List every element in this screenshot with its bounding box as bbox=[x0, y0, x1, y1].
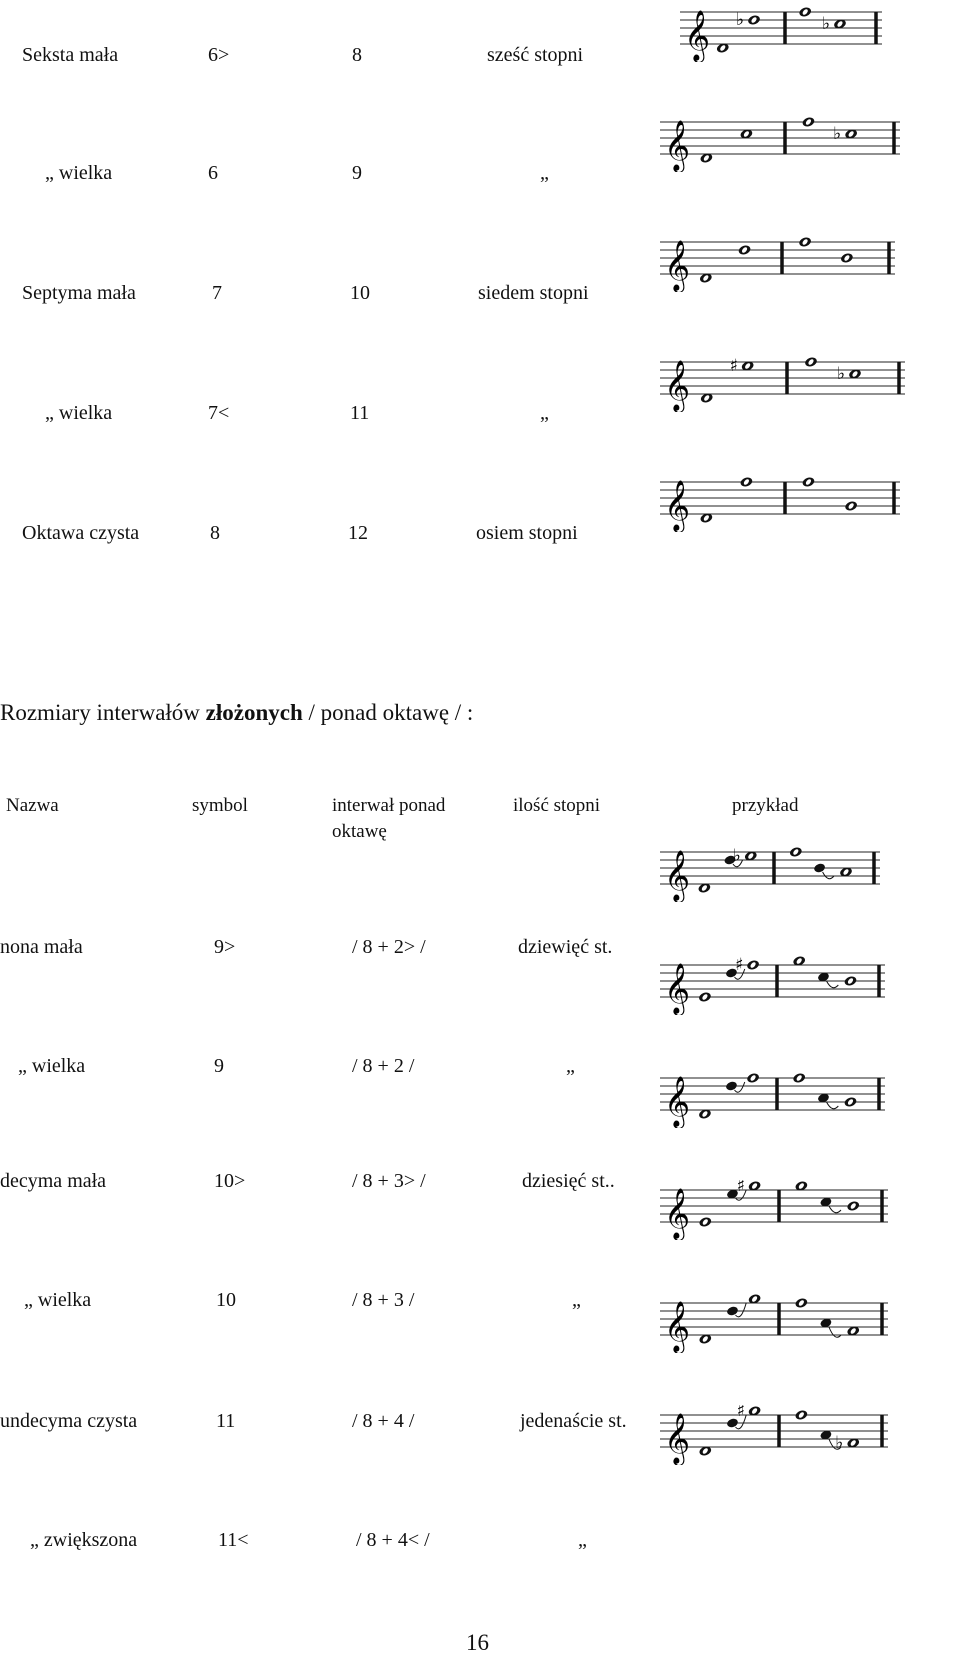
treble-clef-icon bbox=[664, 480, 690, 532]
row-symbol: 7 bbox=[212, 282, 222, 304]
staff-svg bbox=[660, 1180, 888, 1240]
row-steps: siedem stopni bbox=[478, 282, 589, 304]
page-number: 16 bbox=[466, 1630, 489, 1655]
row-steps: „ bbox=[540, 402, 549, 424]
row-semitones: 9 bbox=[352, 162, 362, 184]
whole-note bbox=[798, 236, 812, 248]
slur-line bbox=[829, 1327, 841, 1337]
flat-icon: ♭ bbox=[821, 14, 831, 34]
whole-note bbox=[801, 116, 815, 128]
row-formula: / 8 + 4 / bbox=[352, 1410, 415, 1432]
svg-text:𝄞: 𝄞 bbox=[664, 850, 691, 901]
row-semitones: 12 bbox=[348, 522, 368, 544]
row-semitones: 10 bbox=[350, 282, 370, 304]
row-formula: / 8 + 2 / bbox=[352, 1055, 415, 1077]
staff-example bbox=[660, 842, 880, 902]
row-symbol: 7< bbox=[208, 402, 230, 424]
whole-note bbox=[822, 14, 847, 34]
whole-note bbox=[794, 1297, 808, 1309]
whole-note bbox=[794, 1409, 808, 1421]
whole-note bbox=[698, 1216, 712, 1228]
heading-bold: złożonych bbox=[205, 700, 303, 725]
row-steps: dziesięć st.. bbox=[522, 1170, 615, 1192]
flat-icon: ♭ bbox=[736, 10, 745, 30]
staff-example bbox=[680, 2, 882, 62]
staff-example bbox=[660, 232, 895, 292]
row-steps: „ bbox=[566, 1055, 575, 1077]
svg-text:𝄞: 𝄞 bbox=[664, 480, 691, 531]
row-name: Oktawa czysta bbox=[22, 522, 140, 544]
flat-icon: ♭ bbox=[732, 846, 741, 866]
treble-clef-icon bbox=[664, 360, 690, 412]
svg-text:𝄞: 𝄞 bbox=[664, 1188, 691, 1239]
whole-note bbox=[798, 6, 812, 18]
header-steps: ilość stopni bbox=[513, 795, 601, 816]
row-name: „ wielka bbox=[18, 1055, 86, 1077]
whole-note bbox=[833, 124, 858, 144]
whole-note bbox=[837, 364, 862, 384]
staff-svg bbox=[680, 2, 882, 62]
row-steps: osiem stopni bbox=[476, 522, 578, 544]
svg-text:𝄞: 𝄞 bbox=[664, 963, 691, 1014]
grace-note bbox=[726, 1305, 739, 1316]
staff-example bbox=[660, 112, 900, 172]
staff-svg bbox=[660, 112, 900, 172]
whole-note bbox=[739, 476, 753, 488]
sharp-icon: ♯ bbox=[736, 1180, 745, 1196]
flat-icon: ♭ bbox=[835, 1433, 844, 1453]
grace-note bbox=[725, 1080, 738, 1091]
slur-line bbox=[827, 1102, 839, 1109]
treble-clef-icon bbox=[664, 240, 690, 292]
slur-line bbox=[829, 1206, 841, 1213]
row-name: „ wielka bbox=[24, 1289, 92, 1311]
row-name: Seksta mała bbox=[22, 44, 119, 66]
whole-note bbox=[843, 975, 857, 987]
whole-note bbox=[835, 1433, 860, 1453]
sharp-icon: ♯ bbox=[729, 356, 738, 376]
staff-example bbox=[660, 1068, 885, 1128]
whole-note bbox=[792, 1072, 806, 1084]
row-formula: / 8 + 2> / bbox=[352, 936, 426, 958]
slur-line bbox=[823, 872, 834, 879]
flat-icon: ♭ bbox=[837, 364, 846, 384]
whole-note bbox=[846, 1200, 860, 1212]
whole-note bbox=[840, 252, 854, 264]
row-steps: „ bbox=[572, 1289, 581, 1311]
staff-svg bbox=[660, 472, 900, 532]
row-name: Septyma mała bbox=[22, 282, 136, 304]
svg-text:𝄞: 𝄞 bbox=[684, 10, 711, 61]
grace-note bbox=[813, 862, 826, 873]
staff-example bbox=[660, 352, 905, 412]
heading-text: Rozmiary interwałów bbox=[0, 700, 206, 725]
staff-svg bbox=[660, 842, 880, 902]
row-name: nona mała bbox=[0, 936, 83, 958]
whole-note bbox=[737, 1180, 762, 1196]
staff-example bbox=[660, 955, 885, 1015]
treble-clef-icon bbox=[664, 120, 690, 172]
whole-note bbox=[789, 846, 803, 858]
row-symbol: 10 bbox=[216, 1289, 236, 1311]
whole-note bbox=[746, 1072, 760, 1084]
staff-example bbox=[660, 1180, 888, 1240]
row-name: „ wielka bbox=[45, 162, 113, 184]
row-symbol: 8 bbox=[210, 522, 220, 544]
staff-svg bbox=[660, 232, 895, 292]
staff-svg bbox=[660, 955, 885, 1015]
row-steps: „ bbox=[540, 162, 549, 184]
treble-clef-icon bbox=[664, 1188, 690, 1240]
row-symbol: 9> bbox=[214, 936, 236, 958]
svg-text:𝄞: 𝄞 bbox=[664, 1301, 691, 1352]
row-semitones: 8 bbox=[352, 44, 362, 66]
row-steps: dziewięć st. bbox=[518, 936, 613, 958]
svg-text:𝄞: 𝄞 bbox=[664, 360, 691, 411]
staff-svg bbox=[660, 1405, 888, 1465]
staff-svg bbox=[660, 1068, 885, 1128]
whole-note bbox=[698, 991, 712, 1003]
treble-clef-icon bbox=[684, 10, 710, 62]
sharp-icon: ♯ bbox=[736, 1405, 745, 1421]
whole-note bbox=[735, 955, 760, 975]
whole-note bbox=[730, 356, 755, 376]
header-symbol: symbol bbox=[192, 795, 248, 816]
heading-tail: / ponad oktawę / : bbox=[302, 700, 474, 725]
row-formula: / 8 + 3 / bbox=[352, 1289, 415, 1311]
row-symbol: 9 bbox=[214, 1055, 224, 1077]
whole-note bbox=[801, 476, 815, 488]
row-symbol: 10> bbox=[214, 1170, 246, 1192]
whole-note bbox=[844, 500, 858, 512]
whole-note bbox=[843, 1096, 857, 1108]
row-symbol: 6> bbox=[208, 44, 230, 66]
slur-line bbox=[827, 981, 839, 988]
staff-svg bbox=[660, 352, 905, 412]
staff-example bbox=[660, 1405, 888, 1465]
row-name: „ wielka bbox=[45, 402, 113, 424]
whole-note bbox=[736, 10, 761, 30]
row-steps: jedenaście st. bbox=[520, 1410, 627, 1432]
sharp-icon: ♯ bbox=[735, 955, 744, 975]
treble-clef-icon bbox=[664, 1413, 690, 1465]
row-name: decyma mała bbox=[0, 1170, 107, 1192]
header-interval: interwał ponad oktawę bbox=[332, 795, 446, 842]
whole-note bbox=[737, 244, 751, 256]
row-semitones: 11 bbox=[350, 402, 370, 424]
row-steps: „ bbox=[578, 1529, 587, 1551]
flat-icon: ♭ bbox=[833, 124, 842, 144]
svg-text:𝄞: 𝄞 bbox=[664, 1413, 691, 1464]
row-symbol: 6 bbox=[208, 162, 218, 184]
header-name: Nazwa bbox=[6, 795, 59, 816]
header-example: przykład bbox=[732, 795, 799, 816]
whole-note bbox=[737, 1405, 762, 1421]
svg-text:𝄞: 𝄞 bbox=[664, 120, 691, 171]
row-formula: / 8 + 3> / bbox=[352, 1170, 426, 1192]
row-steps: sześć stopni bbox=[487, 44, 584, 66]
treble-clef-icon bbox=[664, 1076, 690, 1128]
whole-note bbox=[733, 846, 758, 866]
staff-example bbox=[660, 1293, 888, 1353]
row-name: „ zwiększona bbox=[30, 1529, 138, 1551]
svg-text:𝄞: 𝄞 bbox=[664, 240, 691, 291]
staff-svg bbox=[660, 1293, 888, 1353]
row-symbol: 11< bbox=[218, 1529, 249, 1551]
row-name: undecyma czysta bbox=[0, 1410, 138, 1432]
whole-note bbox=[804, 356, 818, 368]
treble-clef-icon bbox=[664, 963, 690, 1015]
row-formula: / 8 + 4< / bbox=[356, 1529, 430, 1551]
svg-text:𝄞: 𝄞 bbox=[664, 1076, 691, 1127]
staff-example bbox=[660, 472, 900, 532]
row-symbol: 11 bbox=[216, 1410, 236, 1432]
section-heading bbox=[0, 700, 473, 726]
treble-clef-icon bbox=[664, 850, 690, 902]
treble-clef-icon bbox=[664, 1301, 690, 1353]
